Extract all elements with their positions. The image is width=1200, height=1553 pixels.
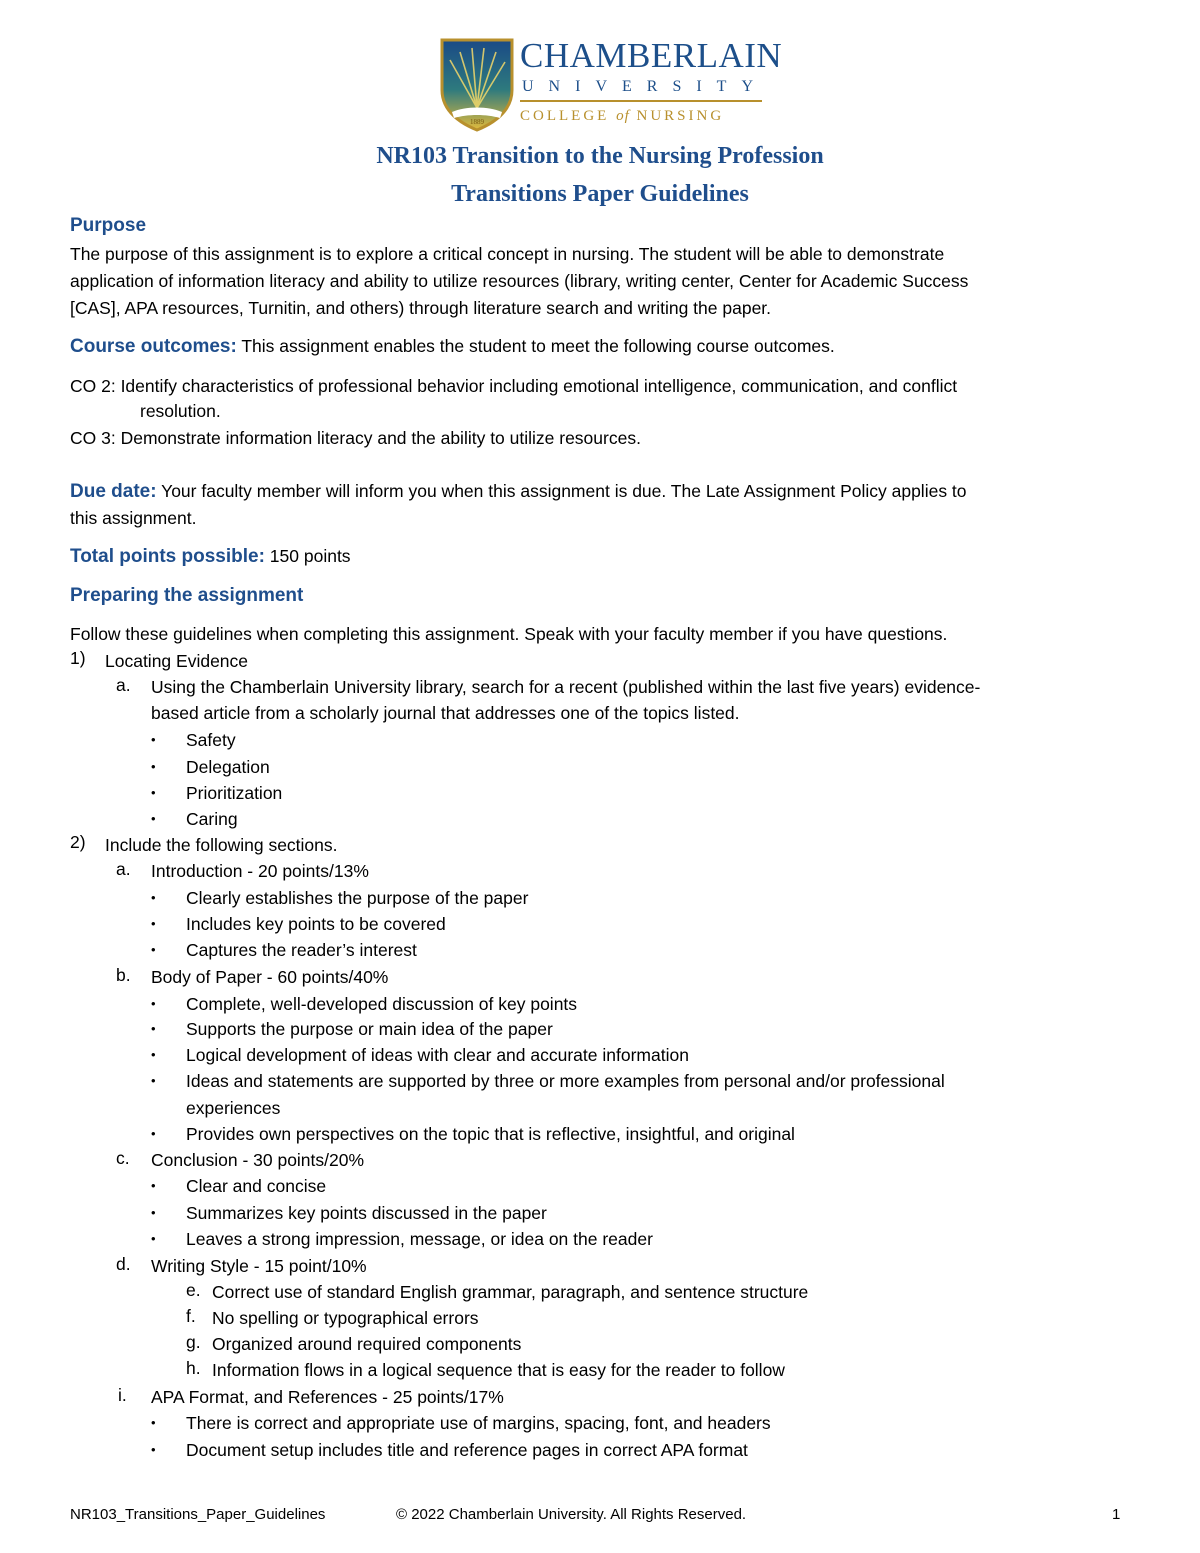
due-date-label: Due date:: [70, 481, 157, 502]
footer-copyright: © 2022 Chamberlain University. All Rights Reserved.: [396, 1506, 747, 1523]
body-title: Body of Paper - 60 points/40%: [151, 967, 389, 987]
bullet-icon: •: [151, 1442, 156, 1457]
criteria-item: There is correct and appropriate use of margins, spacing, font, and headers: [186, 1413, 771, 1433]
bullet-icon: •: [151, 732, 156, 747]
bullet-icon: •: [151, 996, 156, 1011]
criteria-item: Includes key points to be covered: [186, 914, 446, 934]
due-date-continued: this assignment.: [70, 508, 197, 528]
criteria-item: Document setup includes title and reference pages in correct APA format: [186, 1440, 748, 1460]
criteria-item: Clear and concise: [186, 1176, 327, 1196]
topic-item: Safety: [186, 730, 236, 750]
list-letter: a.: [116, 859, 131, 879]
bullet-icon: •: [151, 785, 156, 800]
criteria-item: Clearly establishes the purpose of the paper: [186, 888, 529, 908]
criteria-item: Ideas and statements are supported by three or more examples from personal and/or professional: [186, 1071, 945, 1091]
footer-page-number: 1: [1112, 1506, 1121, 1523]
bullet-icon: •: [151, 942, 156, 957]
purpose-line: The purpose of this assignment is to explore a critical concept in nursing. The student will be able to demonstrate: [70, 244, 945, 264]
logo-university: UNIVERSITY: [522, 78, 768, 95]
co2-text-continued: resolution.: [140, 401, 221, 421]
bullet-icon: •: [151, 890, 156, 905]
bullet-icon: •: [151, 1047, 156, 1062]
bullet-icon: •: [151, 1178, 156, 1193]
conclusion-title: Conclusion - 30 points/20%: [151, 1150, 365, 1170]
bullet-icon: •: [151, 1231, 156, 1246]
apa-format-title: APA Format, and References - 25 points/17%: [151, 1387, 504, 1407]
course-outcomes-label: Course outcomes:: [70, 336, 237, 357]
list-letter: e.: [186, 1280, 201, 1300]
criteria-item: Organized around required components: [212, 1334, 522, 1354]
shield-logo-icon: [440, 38, 514, 132]
university-logo: [440, 36, 783, 134]
bullet-icon: •: [151, 1205, 156, 1220]
criteria-item: Captures the reader’s interest: [186, 940, 417, 960]
logo-name: CHAMBERLAIN: [520, 36, 783, 75]
co2-text: CO 2: Identify characteristics of professional behavior including emotional intelligence, communication, and conflict: [70, 376, 958, 396]
list-letter: i.: [118, 1385, 127, 1405]
list-letter: c.: [116, 1148, 130, 1168]
co3-text: CO 3: Demonstrate information literacy and the ability to utilize resources.: [70, 428, 641, 448]
preparing-heading: Preparing the assignment: [70, 585, 304, 606]
bullet-icon: •: [151, 1415, 156, 1430]
criteria-item: Supports the purpose or main idea of the paper: [186, 1019, 553, 1039]
section1-a-text: Using the Chamberlain University library, search for a recent (published within the last five years) evidence-: [151, 677, 981, 697]
section2-title: Include the following sections.: [105, 835, 338, 855]
criteria-item: Correct use of standard English grammar, paragraph, and sentence structure: [212, 1282, 809, 1302]
criteria-item: Logical development of ideas with clear and accurate information: [186, 1045, 689, 1065]
criteria-item: Information flows in a logical sequence that is easy for the reader to follow: [212, 1360, 785, 1380]
preparing-intro: Follow these guidelines when completing this assignment. Speak with your faculty member if you have questions.: [70, 624, 948, 644]
course-outcomes-paragraph: Course outcomes: This assignment enables the student to meet the following course outcomes.: [70, 336, 835, 357]
logo-wordmark: [520, 38, 782, 127]
writing-style-title: Writing Style - 15 point/10%: [151, 1256, 367, 1276]
criteria-item: Complete, well-developed discussion of key points: [186, 994, 578, 1014]
due-date-paragraph: Due date: Your faculty member will inform you when this assignment is due. The Late Assignment Policy applies to: [70, 481, 967, 502]
criteria-item: No spelling or typographical errors: [212, 1308, 479, 1328]
introduction-title: Introduction - 20 points/13%: [151, 861, 369, 881]
bullet-icon: •: [151, 1126, 156, 1141]
list-letter: f.: [186, 1306, 196, 1326]
criteria-item: Summarizes key points discussed in the paper: [186, 1203, 547, 1223]
bullet-icon: •: [151, 916, 156, 931]
bullet-icon: •: [151, 759, 156, 774]
purpose-heading: Purpose: [70, 215, 147, 236]
list-letter: a.: [116, 675, 131, 695]
list-number: 1): [70, 648, 86, 668]
list-number: 2): [70, 832, 86, 852]
topic-item: Prioritization: [186, 783, 283, 803]
bullet-icon: •: [151, 1021, 156, 1036]
total-points-paragraph: Total points possible: 150 points: [70, 546, 351, 567]
list-letter: g.: [186, 1332, 201, 1352]
document-title-line2: Transitions Paper Guidelines: [451, 181, 749, 207]
bullet-icon: •: [151, 811, 156, 826]
list-letter: d.: [116, 1254, 131, 1274]
criteria-item-continued: experiences: [186, 1098, 281, 1118]
criteria-item: Leaves a strong impression, message, or idea on the reader: [186, 1229, 653, 1249]
total-points-label: Total points possible:: [70, 546, 265, 567]
section1-a-text-continued: based article from a scholarly journal that addresses one of the topics listed.: [151, 703, 740, 723]
criteria-item: Provides own perspectives on the topic that is reflective, insightful, and original: [186, 1124, 795, 1144]
list-letter: h.: [186, 1358, 201, 1378]
logo-year: 1889: [470, 118, 484, 126]
topic-item: Caring: [186, 809, 238, 829]
topic-item: Delegation: [186, 757, 270, 777]
footer-filename: NR103_Transitions_Paper_Guidelines: [70, 1506, 326, 1523]
list-letter: b.: [116, 965, 131, 985]
purpose-line: [CAS], APA resources, Turnitin, and others) through literature search and writing the paper.: [70, 298, 772, 318]
logo-college: COLLEGE of NURSING: [520, 108, 725, 124]
purpose-line: application of information literacy and ability to utilize resources (library, writing center, Center for Academic Success: [70, 271, 969, 291]
section1-title: Locating Evidence: [105, 651, 249, 671]
bullet-icon: •: [151, 1073, 156, 1088]
document-title-line1: NR103 Transition to the Nursing Profession: [376, 143, 824, 169]
logo-divider: [520, 100, 762, 102]
